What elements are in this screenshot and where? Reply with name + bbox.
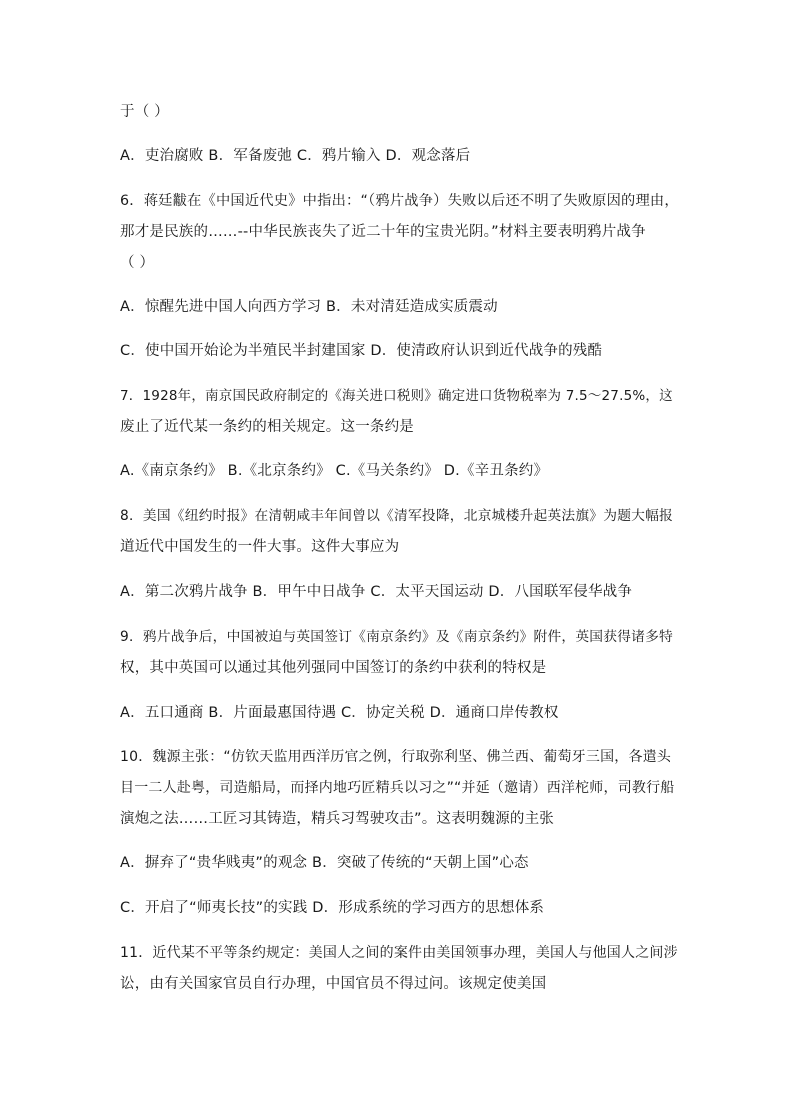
text-line: A．吏治腐败 B．军备废弛 C．鸦片输入 D．观念落后 <box>120 148 471 164</box>
text-line: 10．魏源主张：“仿钦天监用西洋历官之例，行取弥利坚、佛兰西、葡萄牙三国，各遣头 <box>120 749 672 765</box>
text-line: 目一二人赴粤，司造船局，而择内地巧匠精兵以习之”“并延（邀请）西洋柁师，司教行船 <box>120 780 675 796</box>
text-line: 8．美国《纽约时报》在清朝咸丰年间曾以《清军投降，北京城楼升起英法旗》为题大幅报 <box>120 508 674 524</box>
text-line: 7．1928年，南京国民政府制定的《海关进口税则》确定进口货物税率为 7.5～27.5%，这 <box>120 388 673 404</box>
text-line: 6．蒋廷黻在《中国近代史》中指出：“（鸦片战争）失败以后还不明了失败原因的理由， <box>120 193 679 209</box>
text-line: A．惊醒先进中国人向西方学习 B．未对清廷造成实质震动 <box>120 299 498 315</box>
text-line: A．第二次鸦片战争 B．甲午中日战争 C．太平天国运动 D．八国联军侵华战争 <box>120 584 633 600</box>
text-line: 废止了近代某一条约的相关规定。这一条约是 <box>120 419 414 435</box>
text-line: 讼，由有关国家官员自行办理，中国官员不得过问。该规定使美国 <box>120 976 547 992</box>
text-line: 权，其中英国可以通过其他列强同中国签订的条约中获利的特权是 <box>120 660 547 676</box>
text-line: 那才是民族的……--中华民族丧失了近二十年的宝贵光阴。”材料主要表明鸦片战争 <box>120 224 646 240</box>
text-line: C．使中国开始论为半殖民半封建国家 D．使清政府认识到近代战争的残酷 <box>120 343 603 359</box>
text-line: （ ） <box>120 255 155 271</box>
text-line: A．摒弃了“贵华贱夷”的观念 B．突破了传统的“天朝上国”心态 <box>120 855 529 871</box>
text-line: 道近代中国发生的一件大事。这件大事应为 <box>120 539 400 555</box>
text-line: 于（ ） <box>120 104 169 120</box>
text-line: A.《南京条约》 B.《北京条约》 C.《马关条约》 D.《辛丑条约》 <box>120 463 549 479</box>
text-line: 9．鸦片战争后，中国被迫与英国签订《南京条约》及《南京条约》附件，英国获得诸多特 <box>120 629 674 645</box>
text-line: 11．近代某不平等条约规定：美国人之间的案件由美国领事办理，美国人与他国人之间涉 <box>120 945 678 961</box>
text-line: C．开启了“师夷长技”的实践 D．形成系统的学习西方的思想体系 <box>120 900 545 916</box>
text-line: A．五口通商 B．片面最惠国待遇 C．协定关税 D．通商口岸传教权 <box>120 705 559 721</box>
text-line: 演炮之法……工匠习其铸造，精兵习驾驶攻击”。这表明魏源的主张 <box>120 811 555 827</box>
